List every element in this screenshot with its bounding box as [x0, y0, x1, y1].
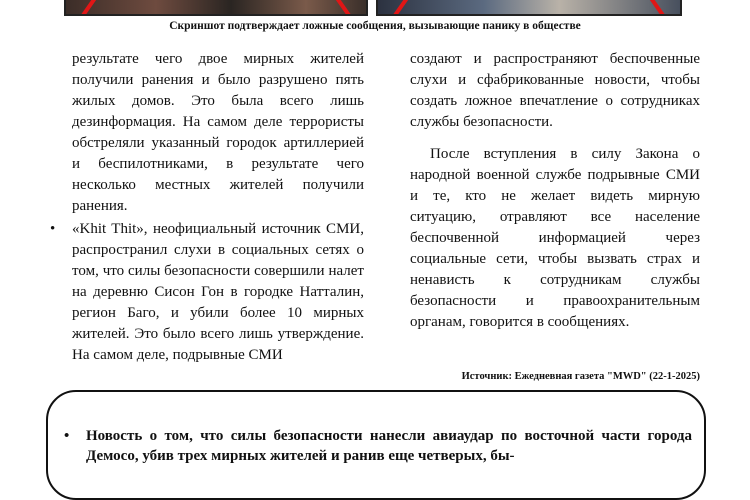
right-column	[410, 49, 700, 333]
bullet-icon: •	[50, 221, 56, 237]
bullet-item	[64, 426, 692, 466]
photo-strip	[64, 0, 682, 16]
bullet-text: «Khit Thit», неофициальный источник СМИ, распространил слухи в социальных сетях о том, что силы безопасности совершили налет на деревню Сисон Гон в городке Натталин, регион Баго, и убили более 10 мирных жителей. Это было всего лишь утверждение. На самом деле, подрывные СМИ	[72, 221, 364, 363]
left-column	[50, 49, 364, 366]
screenshot-image-right	[376, 0, 682, 16]
red-cross-mark	[335, 0, 358, 16]
screenshot-image-left	[64, 0, 368, 16]
paragraph: результате чего двое мирных жителей получили ранения и было разрушено пять жилых домов. Это была всего лишь дезинформация. На самом деле террористы обстреляли указанный городок артиллерией и беспилотниками, в результате чего несколько местных жителей получили ранения.	[72, 51, 364, 214]
paragraph: После вступления в силу Закона о народной военной службе подрывные СМИ и те, кто не желает видеть мирную ситуацию, отравляют все население беспочвенной информацией через социальные сети, чтобы вызвать страх и ненависть к сотрудникам службы безопасности и правоохранительным органам, говорится в сообщениях.	[410, 146, 700, 330]
red-cross-mark	[649, 0, 672, 16]
highlight-box-content	[64, 426, 692, 466]
bullet-item	[50, 219, 364, 366]
source-note: Источник: Ежедневная газета "MWD" (22-1-2025)	[461, 371, 700, 382]
paragraph: создают и распространяют беспочвенные слухи и сфабрикованные новости, чтобы создать ложное впечатление о сотрудниках службы безопасности.	[410, 51, 700, 130]
red-cross-mark	[75, 0, 98, 16]
bullet-text: Новость о том, что силы безопасности нанесли авиаудар по восточной части города Демосо, убив трех мирных жителей и ранив еще четверых, бы-	[86, 428, 692, 464]
image-caption: Скриншот подтверждает ложные сообщения, вызывающие панику в обществе	[169, 20, 581, 32]
red-cross-mark	[387, 0, 410, 16]
bullet-icon: •	[64, 428, 70, 444]
